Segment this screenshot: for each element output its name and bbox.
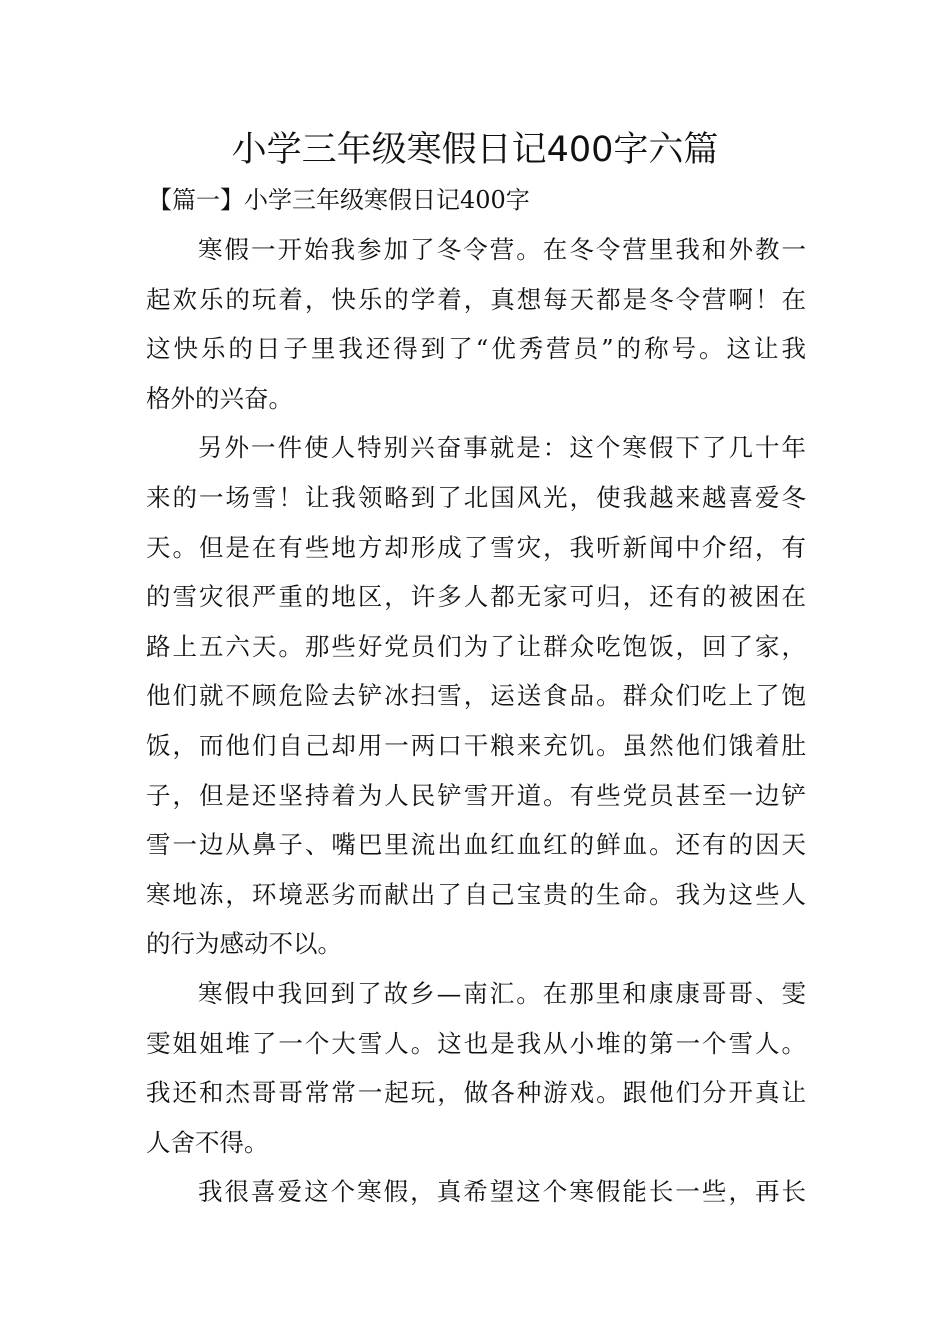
- text-line: 寒假中我回到了故乡—南汇。在那里和康康哥哥、雯: [198, 978, 806, 1008]
- text-line: 起欢乐的玩着，快乐的学着，真想每天都是冬令营啊！在: [146, 284, 806, 314]
- text-line: 寒假一开始我参加了冬令营。在冬令营里我和外教一: [198, 235, 806, 264]
- document-title: 小学三年级寒假日记400字六篇: [231, 130, 719, 170]
- text-line: 子，但是还坚持着为人民铲雪开道。有些党员甚至一边铲: [146, 780, 806, 810]
- section-heading: 【篇一】小学三年级寒假日记400字: [148, 186, 530, 214]
- text-line: 我还和杰哥哥常常一起玩，做各种游戏。跟他们分开真让: [146, 1078, 806, 1108]
- body-text: [146, 225, 806, 1217]
- text-line: 雪一边从鼻子、嘴巴里流出血红血红的鲜血。还有的因天: [146, 830, 806, 860]
- text-line: 另外一件使人特别兴奋事就是：这个寒假下了几十年: [198, 433, 806, 463]
- text-line: 的雪灾很严重的地区，许多人都无家可归，还有的被困在: [146, 582, 806, 612]
- paragraph-3: [146, 969, 806, 1167]
- text-line: 他们就不顾危险去铲冰扫雪，运送食品。群众们吃上了饱: [146, 681, 806, 711]
- paragraph-4: [146, 1167, 806, 1217]
- text-line: 饭，而他们自己却用一两口干粮来充饥。虽然他们饿着肚: [146, 730, 806, 760]
- paragraph-2: [146, 423, 806, 969]
- text-line: 路上五六天。那些好党员们为了让群众吃饱饭，回了家，: [146, 631, 806, 661]
- text-line: 格外的兴奋。: [146, 383, 293, 413]
- text-line: 这快乐的日子里我还得到了“优秀营员”的称号。这让我: [146, 334, 806, 364]
- text-line: 天。但是在有些地方却形成了雪灾，我听新闻中介绍，有: [146, 532, 806, 562]
- text-line: 的行为感动不以。: [146, 929, 342, 959]
- text-line: 来的一场雪！让我领略到了北国风光，使我越来越喜爱冬: [146, 482, 806, 512]
- text-line: 我很喜爱这个寒假，真希望这个寒假能长一些，再长: [198, 1177, 806, 1207]
- paragraph-1: [146, 225, 806, 423]
- text-line: 寒地冻，环境恶劣而献出了自己宝贵的生命。我为这些人: [146, 879, 806, 909]
- text-line: 雯姐姐堆了一个大雪人。这也是我从小堆的第一个雪人。: [146, 1028, 806, 1058]
- text-line: 人舍不得。: [146, 1127, 269, 1157]
